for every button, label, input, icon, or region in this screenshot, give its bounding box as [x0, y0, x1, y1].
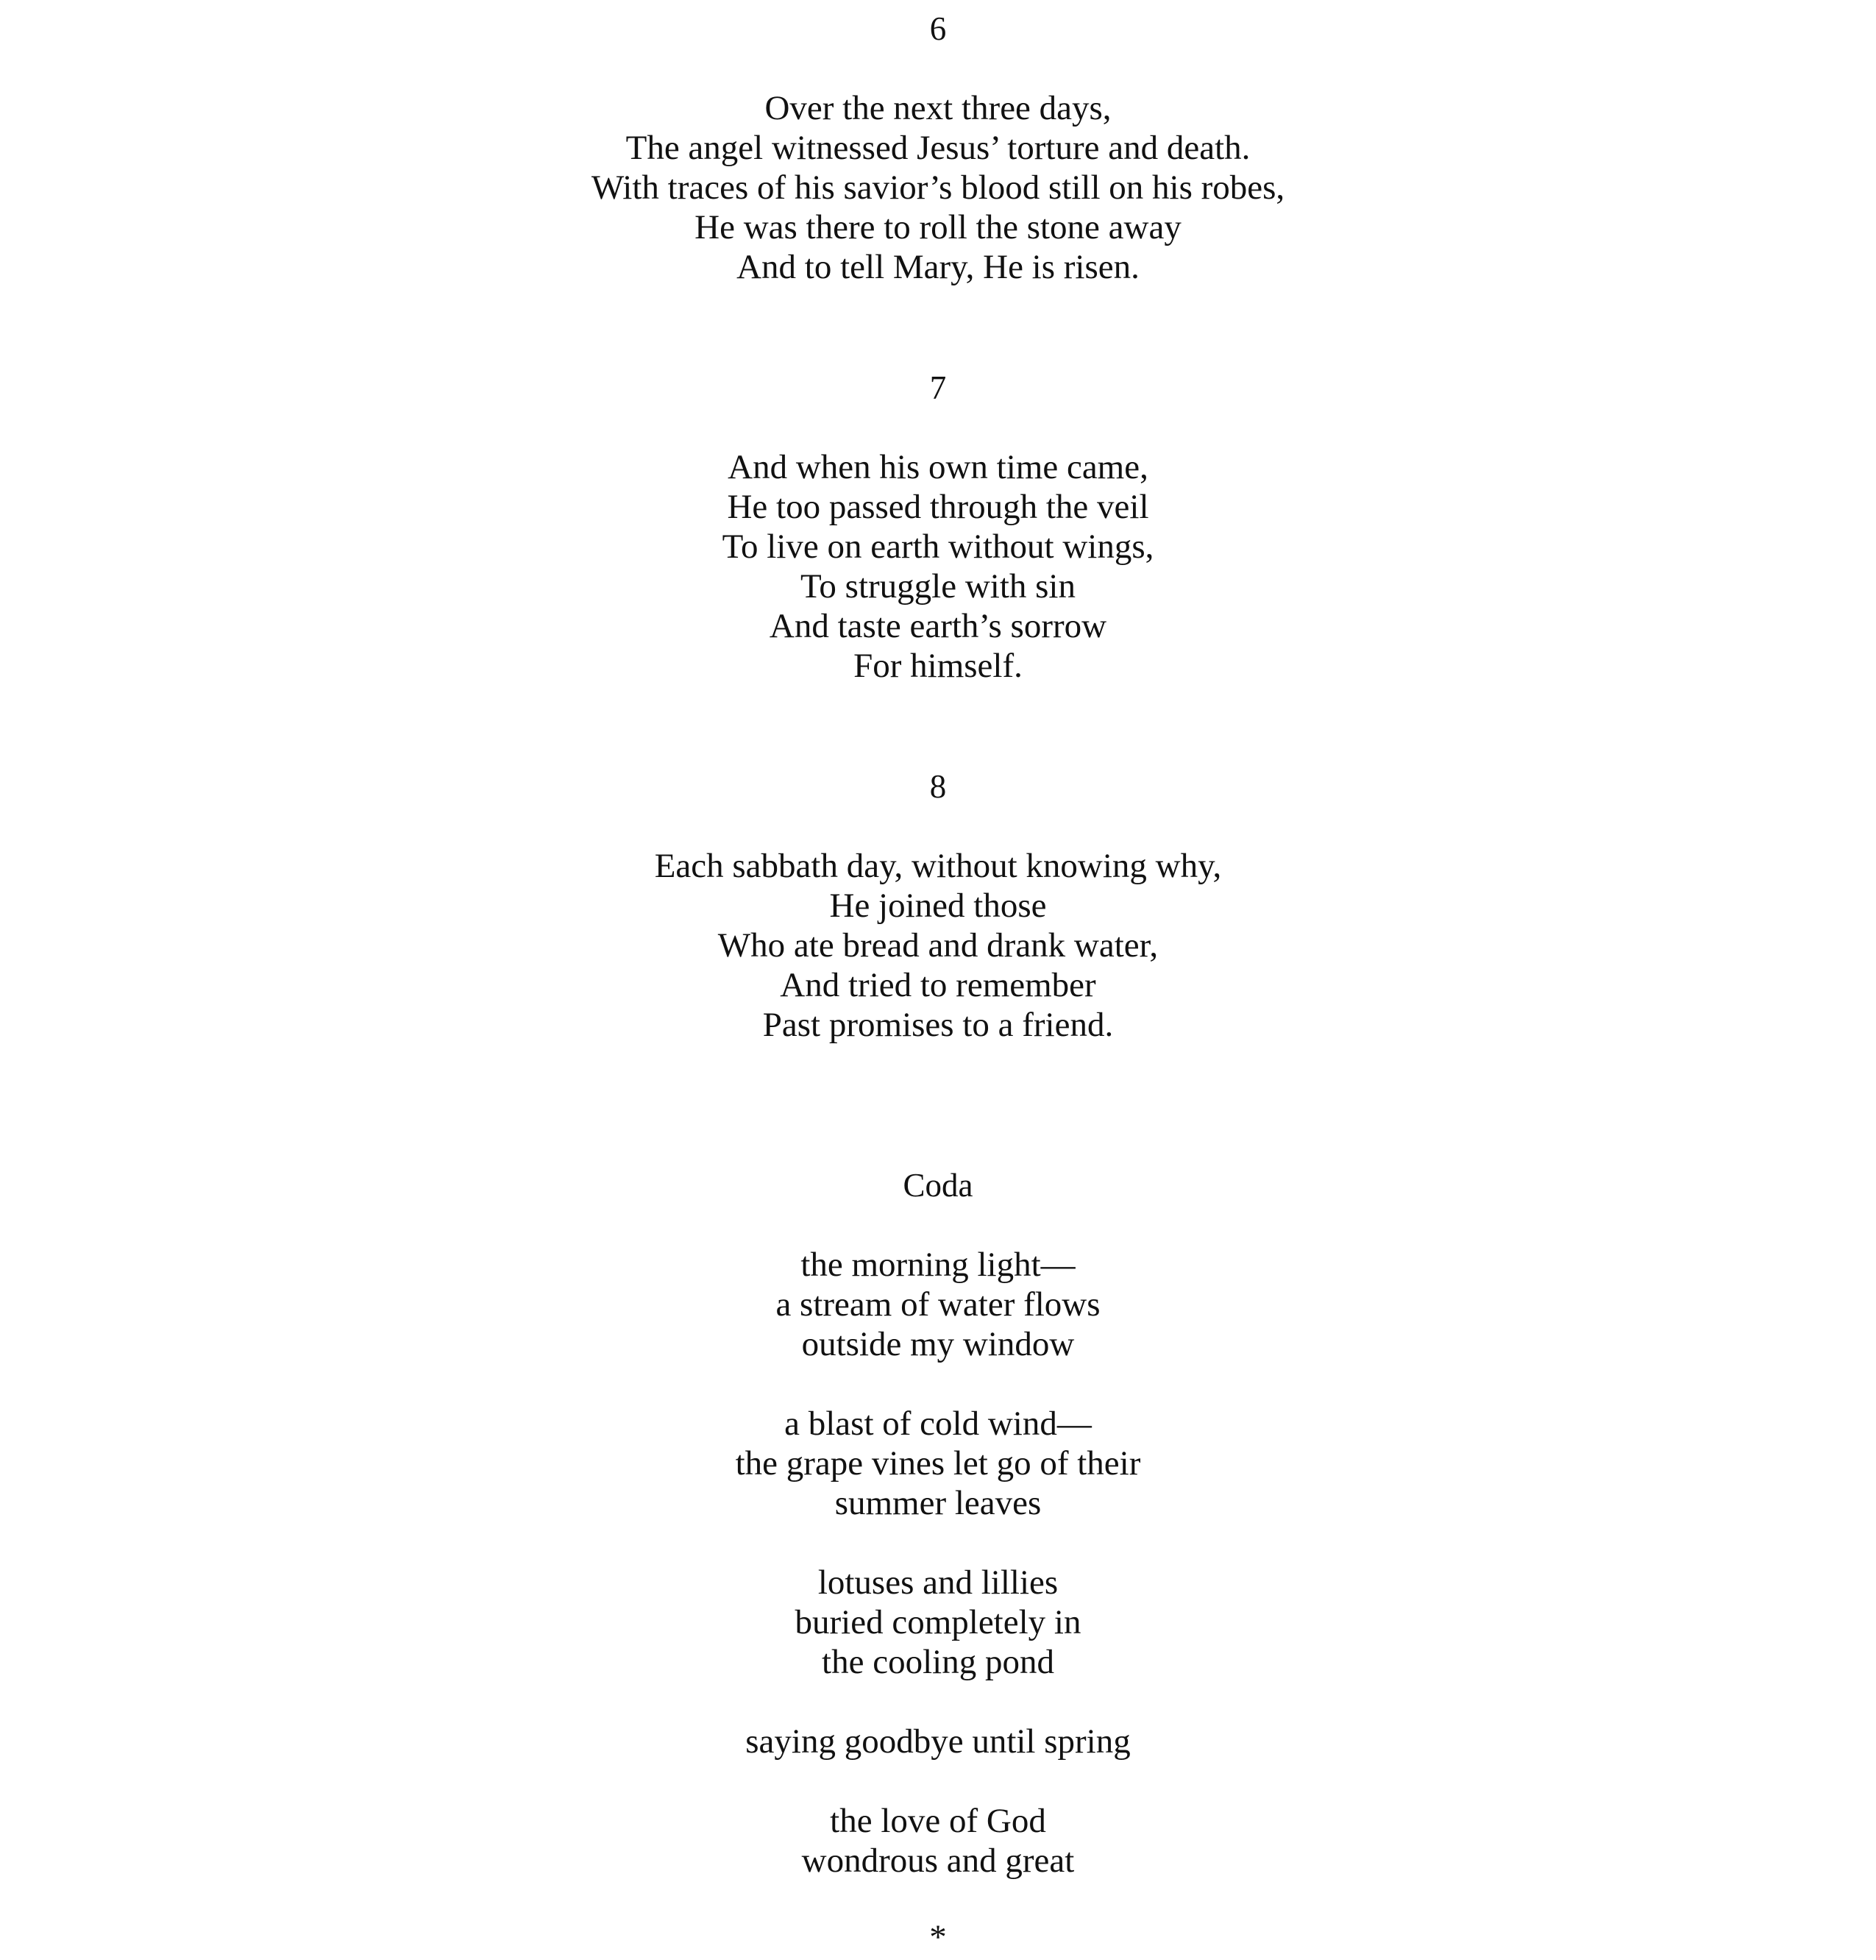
- poem-line: For himself.: [853, 647, 1023, 685]
- poem-line: He was there to roll the stone away: [694, 208, 1182, 246]
- poem-line: the love of God: [830, 1802, 1046, 1840]
- poem-line: Over the next three days,: [764, 89, 1112, 127]
- poem-line: the cooling pond: [822, 1643, 1054, 1681]
- poem-line: wondrous and great: [801, 1842, 1075, 1880]
- poem-line: With traces of his savior’s blood still on his robes,: [591, 168, 1285, 207]
- poem-line: Each sabbath day, without knowing why,: [654, 847, 1222, 885]
- poem-line: The angel witnessed Jesus’ torture and death.: [625, 129, 1251, 167]
- poem-line: To struggle with sin: [800, 567, 1076, 606]
- poem-line: a blast of cold wind—: [784, 1405, 1092, 1443]
- poem-line: Past promises to a friend.: [762, 1006, 1114, 1044]
- end-asterisk: *: [929, 1918, 947, 1956]
- section-heading: 7: [929, 369, 947, 406]
- poem-line: summer leaves: [834, 1484, 1042, 1522]
- poem-line: the morning light—: [800, 1246, 1076, 1284]
- poem-line: He too passed through the veil: [727, 488, 1149, 526]
- poem-line: And when his own time came,: [728, 448, 1148, 486]
- poem-line: outside my window: [801, 1325, 1075, 1363]
- poem-line: And taste earth’s sorrow: [769, 607, 1107, 645]
- poem-line: He joined those: [829, 887, 1047, 925]
- poem-line: And to tell Mary, He is risen.: [736, 248, 1140, 286]
- poem-line: a stream of water flows: [775, 1285, 1101, 1324]
- poem-line: the grape vines let go of their: [735, 1444, 1141, 1483]
- poem-line: lotuses and lillies: [817, 1563, 1059, 1602]
- poem-line: And tried to remember: [780, 966, 1096, 1004]
- poem-line: saying goodbye until spring: [745, 1722, 1131, 1761]
- section-heading: 8: [929, 768, 947, 805]
- poem-line: Who ate bread and drank water,: [717, 926, 1159, 965]
- poem-line: To live on earth without wings,: [722, 528, 1154, 566]
- poem-line: buried completely in: [795, 1603, 1081, 1641]
- section-heading: 6: [929, 10, 947, 47]
- section-heading: Coda: [903, 1167, 973, 1204]
